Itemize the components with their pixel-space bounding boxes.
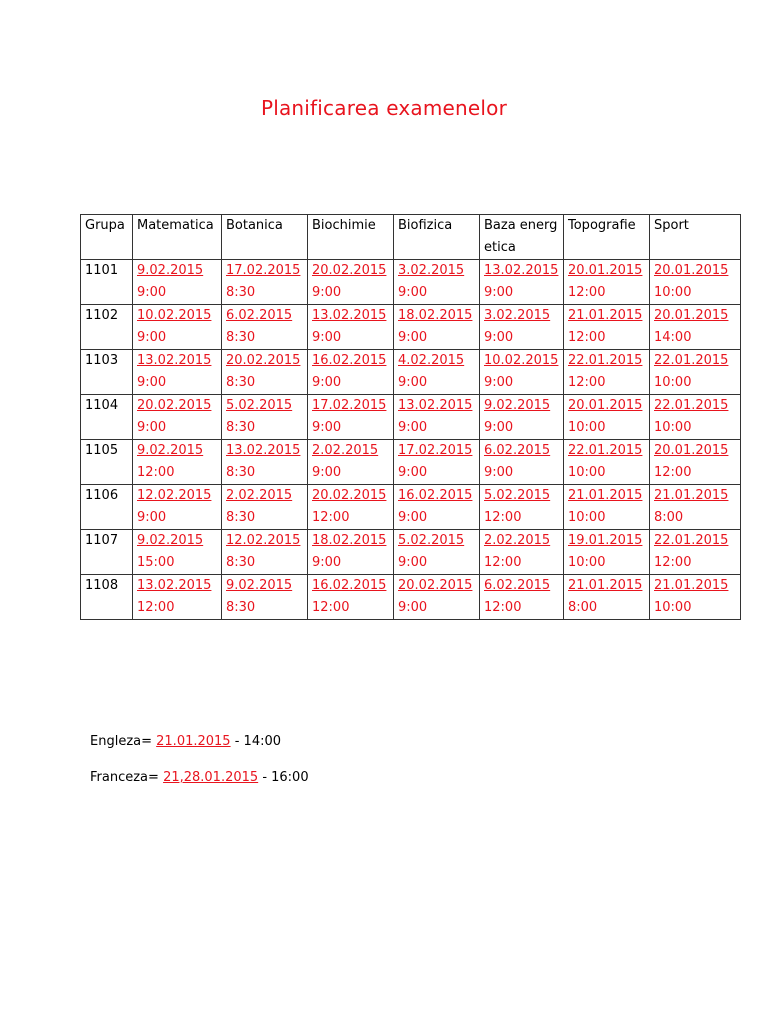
exam-time: 9:00: [484, 465, 514, 480]
exam-time: 12:00: [568, 285, 606, 300]
exam-date: 16.02.2015: [312, 578, 387, 593]
exam-table: [80, 214, 741, 620]
exam-date: 21.01.2015: [568, 308, 643, 323]
exam-date: 12.02.2015: [137, 488, 212, 503]
exam-time: 12:00: [568, 375, 606, 390]
exam-cell: [308, 395, 394, 440]
exam-time: 10:00: [654, 600, 692, 615]
exam-date: 3.02.2015: [398, 263, 465, 278]
exam-cell: [133, 350, 222, 395]
exam-date: 3.02.2015: [484, 308, 551, 323]
exam-date: 20.02.2015: [137, 398, 212, 413]
exam-time: 9:00: [398, 510, 428, 525]
header-cell: Matematica: [133, 215, 222, 260]
exam-date: 21.01.2015: [654, 578, 729, 593]
exam-time: 9:00: [312, 285, 342, 300]
exam-date: 2.02.2015: [226, 488, 293, 503]
exam-cell: [564, 575, 650, 620]
exam-time: 9:00: [484, 420, 514, 435]
exam-time: 12:00: [137, 465, 175, 480]
header-cell: Botanica: [222, 215, 308, 260]
exam-date: 22.01.2015: [654, 353, 729, 368]
exam-time: 12:00: [484, 510, 522, 525]
exam-time: 10:00: [568, 510, 606, 525]
note-engleza: [90, 734, 281, 749]
exam-time: 8:30: [226, 375, 256, 390]
exam-date: 13.02.2015: [398, 398, 473, 413]
exam-time: 9:00: [398, 555, 428, 570]
table-row: [81, 350, 741, 395]
exam-time: 8:30: [226, 555, 256, 570]
exam-time: 12:00: [484, 555, 522, 570]
exam-cell: [650, 305, 741, 350]
exam-cell: [650, 350, 741, 395]
exam-time: 9:00: [398, 285, 428, 300]
exam-cell: [480, 530, 564, 575]
exam-time: 15:00: [137, 555, 175, 570]
exam-time: 8:30: [226, 420, 256, 435]
exam-cell: [133, 485, 222, 530]
exam-cell: [480, 350, 564, 395]
exam-date: 22.01.2015: [568, 443, 643, 458]
exam-date: 16.02.2015: [398, 488, 473, 503]
table-row: [81, 440, 741, 485]
exam-cell: [564, 395, 650, 440]
exam-time: 9:00: [312, 420, 342, 435]
exam-date: 6.02.2015: [226, 308, 293, 323]
exam-time: 8:00: [654, 510, 684, 525]
exam-cell: [480, 575, 564, 620]
note-label: Engleza=: [90, 734, 152, 749]
exam-date: 21.01.2015: [568, 578, 643, 593]
exam-cell: [650, 485, 741, 530]
page-title: Planificarea examenelor: [260, 96, 508, 120]
exam-cell: [394, 350, 480, 395]
exam-time: 12:00: [654, 555, 692, 570]
exam-date: 9.02.2015: [137, 263, 204, 278]
exam-time: 8:30: [226, 510, 256, 525]
exam-time: 9:00: [398, 375, 428, 390]
exam-time: 9:00: [137, 285, 167, 300]
note-franceza: [90, 770, 309, 785]
exam-time: 10:00: [654, 420, 692, 435]
exam-time: 9:00: [312, 555, 342, 570]
exam-cell: [133, 530, 222, 575]
exam-cell: [308, 530, 394, 575]
exam-cell: [394, 530, 480, 575]
exam-cell: [480, 395, 564, 440]
exam-cell: [308, 260, 394, 305]
exam-cell: [133, 395, 222, 440]
exam-date: 5.02.2015: [484, 488, 551, 503]
exam-cell: [480, 260, 564, 305]
exam-date: 20.02.2015: [312, 263, 387, 278]
exam-cell: [564, 305, 650, 350]
exam-time: 10:00: [654, 375, 692, 390]
exam-date: 20.01.2015: [654, 308, 729, 323]
exam-date: 20.02.2015: [398, 578, 473, 593]
exam-date: 19.01.2015: [568, 533, 643, 548]
exam-date: 2.02.2015: [312, 443, 379, 458]
exam-time: 10:00: [568, 465, 606, 480]
note-time: - 16:00: [262, 770, 309, 785]
exam-date: 20.01.2015: [568, 263, 643, 278]
exam-time: 9:00: [484, 330, 514, 345]
exam-cell: [650, 530, 741, 575]
exam-date: 9.02.2015: [137, 443, 204, 458]
group-cell: 1108: [81, 575, 133, 620]
exam-cell: [480, 305, 564, 350]
exam-time: 9:00: [398, 600, 428, 615]
table-row: [81, 575, 741, 620]
header-cell: Topografie: [564, 215, 650, 260]
header-cell: Biochimie: [308, 215, 394, 260]
header-cell: Grupa: [81, 215, 133, 260]
exam-cell: [308, 440, 394, 485]
exam-cell: [308, 485, 394, 530]
exam-cell: [564, 260, 650, 305]
header-cell: Sport: [650, 215, 741, 260]
note-time: - 14:00: [234, 734, 282, 749]
exam-cell: [650, 260, 741, 305]
exam-time: 14:00: [654, 330, 692, 345]
exam-cell: [394, 485, 480, 530]
exam-time: 9:00: [484, 375, 514, 390]
exam-date: 13.02.2015: [137, 578, 212, 593]
exam-date: 17.02.2015: [312, 398, 387, 413]
exam-time: 12:00: [137, 600, 175, 615]
exam-date: 20.01.2015: [654, 443, 729, 458]
note-date: 21.01.2015: [156, 734, 231, 749]
exam-date: 20.02.2015: [312, 488, 387, 503]
exam-date: 18.02.2015: [398, 308, 473, 323]
exam-cell: [222, 530, 308, 575]
exam-date: 22.01.2015: [654, 533, 729, 548]
exam-cell: [394, 395, 480, 440]
exam-cell: [222, 440, 308, 485]
exam-date: 9.02.2015: [226, 578, 293, 593]
exam-date: 9.02.2015: [137, 533, 204, 548]
table-row: [81, 260, 741, 305]
exam-date: 4.02.2015: [398, 353, 465, 368]
exam-time: 12:00: [484, 600, 522, 615]
exam-date: 13.02.2015: [484, 263, 559, 278]
exam-cell: [650, 440, 741, 485]
exam-date: 21.01.2015: [568, 488, 643, 503]
exam-time: 8:00: [568, 600, 598, 615]
exam-cell: [308, 575, 394, 620]
exam-date: 22.01.2015: [568, 353, 643, 368]
exam-cell: [222, 305, 308, 350]
exam-time: 9:00: [398, 465, 428, 480]
exam-cell: [394, 260, 480, 305]
exam-cell: [394, 440, 480, 485]
exam-date: 20.02.2015: [226, 353, 301, 368]
group-cell: 1103: [81, 350, 133, 395]
exam-time: 9:00: [312, 375, 342, 390]
exam-time: 9:00: [484, 285, 514, 300]
exam-time: 9:00: [137, 420, 167, 435]
exam-cell: [564, 350, 650, 395]
exam-time: 8:30: [226, 465, 256, 480]
exam-date: 5.02.2015: [398, 533, 465, 548]
exam-time: 9:00: [398, 420, 428, 435]
exam-date: 13.02.2015: [312, 308, 387, 323]
exam-date: 2.02.2015: [484, 533, 551, 548]
exam-time: 12:00: [654, 465, 692, 480]
exam-cell: [650, 395, 741, 440]
exam-time: 10:00: [568, 555, 606, 570]
group-cell: 1106: [81, 485, 133, 530]
exam-time: 9:00: [137, 330, 167, 345]
exam-date: 17.02.2015: [226, 263, 301, 278]
table-row: [81, 485, 741, 530]
group-cell: 1104: [81, 395, 133, 440]
exam-cell: [480, 440, 564, 485]
exam-time: 9:00: [312, 465, 342, 480]
exam-cell: [308, 305, 394, 350]
exam-date: 10.02.2015: [137, 308, 212, 323]
exam-time: 8:30: [226, 285, 256, 300]
exam-time: 12:00: [312, 510, 350, 525]
exam-date: 18.02.2015: [312, 533, 387, 548]
exam-cell: [133, 305, 222, 350]
exam-cell: [564, 530, 650, 575]
exam-time: 12:00: [312, 600, 350, 615]
exam-date: 20.01.2015: [654, 263, 729, 278]
exam-date: 20.01.2015: [568, 398, 643, 413]
exam-cell: [222, 575, 308, 620]
exam-date: 13.02.2015: [137, 353, 212, 368]
exam-cell: [133, 440, 222, 485]
exam-cell: [394, 575, 480, 620]
exam-date: 5.02.2015: [226, 398, 293, 413]
exam-time: 12:00: [568, 330, 606, 345]
exam-cell: [133, 260, 222, 305]
exam-date: 9.02.2015: [484, 398, 551, 413]
group-cell: 1102: [81, 305, 133, 350]
exam-cell: [222, 260, 308, 305]
table-row: [81, 530, 741, 575]
exam-cell: [308, 350, 394, 395]
exam-time: 10:00: [654, 285, 692, 300]
exam-date: 6.02.2015: [484, 578, 551, 593]
exam-cell: [222, 350, 308, 395]
exam-date: 10.02.2015: [484, 353, 559, 368]
note-date: 21,28.01.2015: [163, 770, 259, 785]
exam-cell: [564, 440, 650, 485]
exam-cell: [564, 485, 650, 530]
note-label: Franceza=: [90, 770, 159, 785]
group-cell: 1107: [81, 530, 133, 575]
exam-time: 9:00: [398, 330, 428, 345]
header-row: [81, 215, 741, 260]
exam-date: 17.02.2015: [398, 443, 473, 458]
exam-cell: [650, 575, 741, 620]
exam-time: 8:30: [226, 330, 256, 345]
exam-date: 21.01.2015: [654, 488, 729, 503]
exam-date: 12.02.2015: [226, 533, 301, 548]
exam-date: 6.02.2015: [484, 443, 551, 458]
exam-time: 9:00: [137, 510, 167, 525]
group-cell: 1101: [81, 260, 133, 305]
exam-date: 13.02.2015: [226, 443, 301, 458]
header-cell: Baza energetica: [480, 215, 564, 260]
exam-date: 22.01.2015: [654, 398, 729, 413]
group-cell: 1105: [81, 440, 133, 485]
exam-cell: [480, 485, 564, 530]
exam-cell: [222, 395, 308, 440]
exam-time: 10:00: [568, 420, 606, 435]
table-row: [81, 395, 741, 440]
exam-date: 16.02.2015: [312, 353, 387, 368]
exam-time: 9:00: [312, 330, 342, 345]
header-cell: Biofizica: [394, 215, 480, 260]
exam-time: 8:30: [226, 600, 256, 615]
exam-cell: [222, 485, 308, 530]
exam-cell: [394, 305, 480, 350]
exam-time: 9:00: [137, 375, 167, 390]
exam-cell: [133, 575, 222, 620]
table-row: [81, 305, 741, 350]
